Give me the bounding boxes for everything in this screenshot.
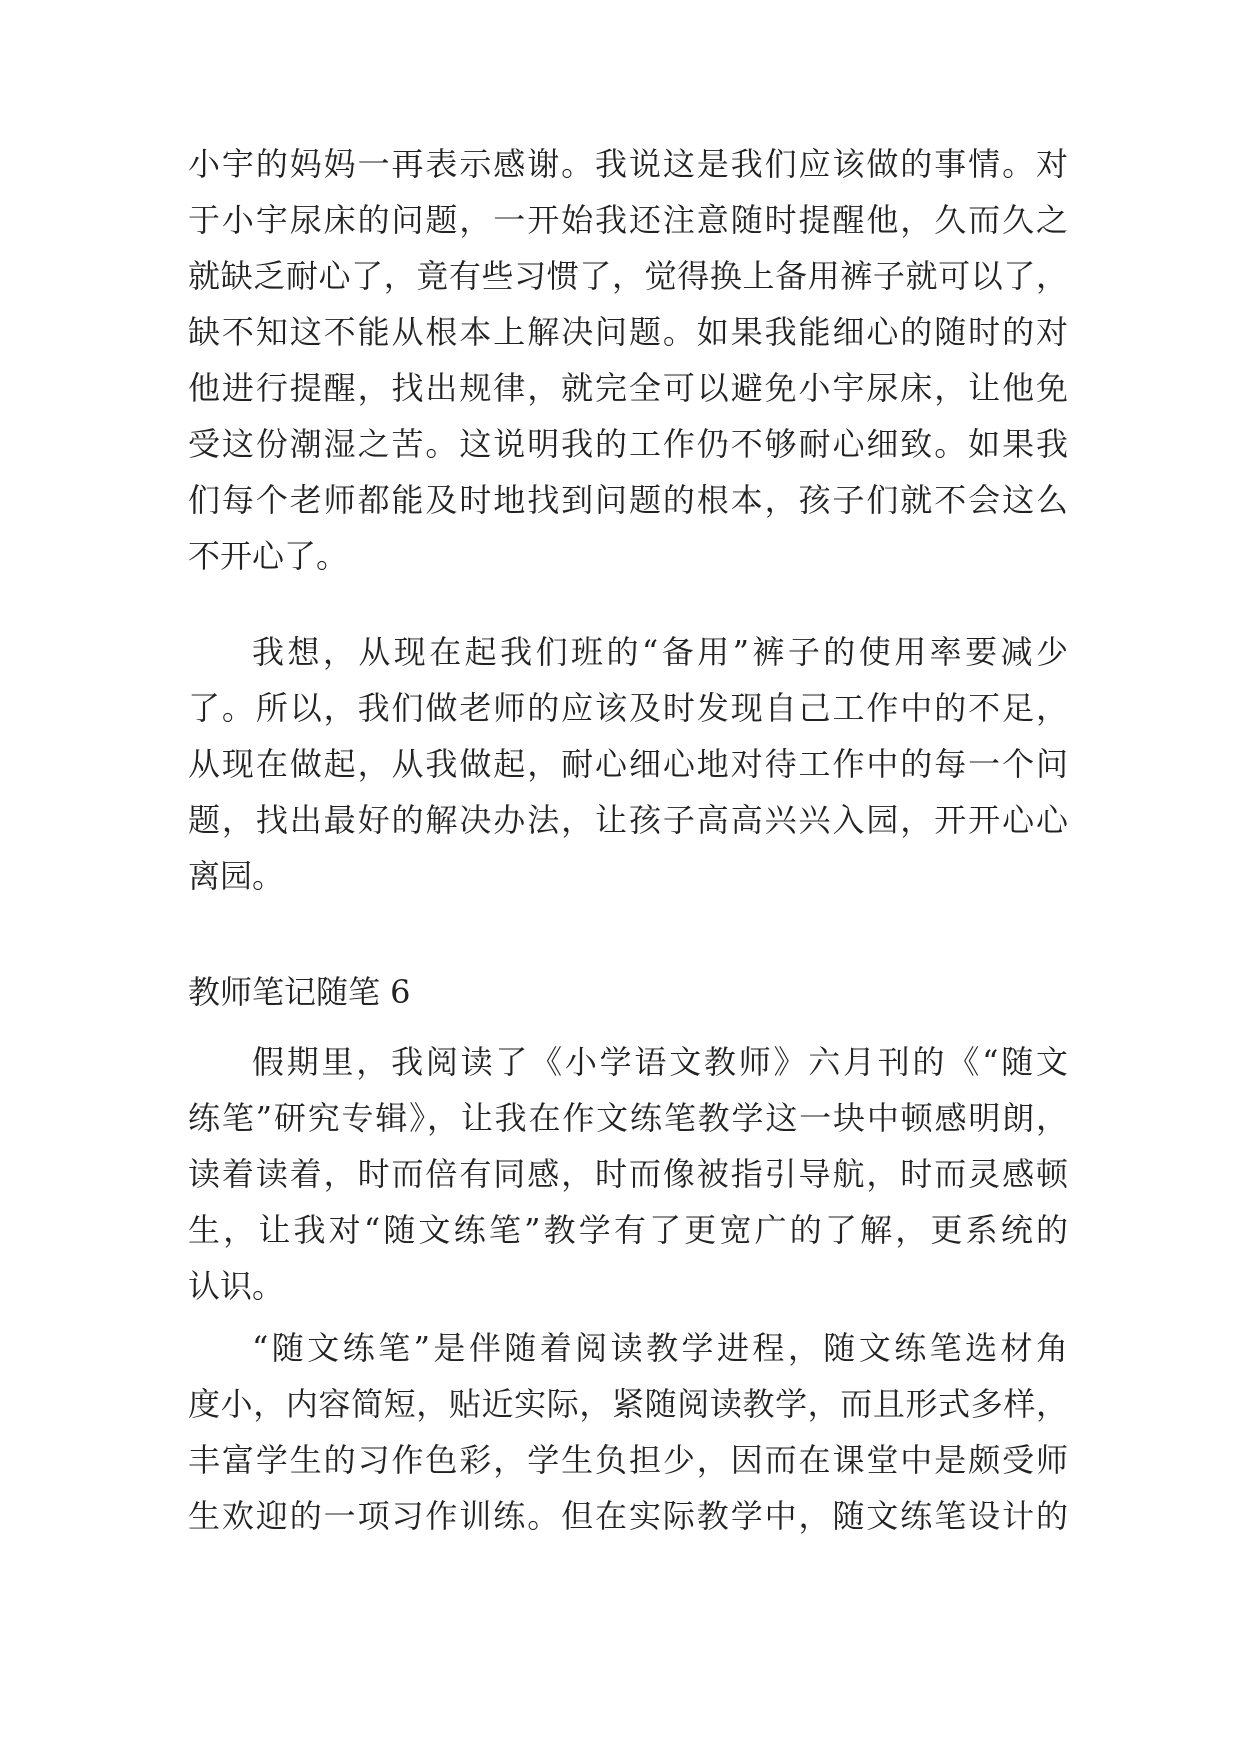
text-line: 假期里，我阅读了《小学语文教师》六月刊的《“随文 (252, 1043, 1068, 1081)
paragraph-4 (188, 1320, 1068, 1544)
paragraph-2 (188, 624, 1068, 904)
text-line: 不开心了。 (188, 537, 349, 575)
text-line: 们每个老师都能及时地找到问题的根本，孩子们就不会这么 (188, 481, 1068, 519)
text-line: 题，找出最好的解决办法，让孩子高高兴兴入园，开开心心 (188, 801, 1068, 839)
text-line: “随文练笔”是伴随着阅读教学进程，随文练笔选材角 (252, 1329, 1068, 1367)
text-line: 缺不知这不能从根本上解决问题。如果我能细心的随时的对 (188, 313, 1068, 351)
text-line: 离园。 (188, 857, 285, 895)
text-line: 丰富学生的习作色彩，学生负担少，因而在课堂中是颇受师 (188, 1441, 1068, 1479)
section-heading: 教师笔记随笔 6 (188, 973, 411, 1011)
text-line: 我想，从现在起我们班的“备用”裤子的使用率要减少 (252, 633, 1068, 671)
text-line: 就缺乏耐心了，竟有些习惯了，觉得换上备用裤子就可以了， (188, 257, 1068, 295)
text-line: 受这份潮湿之苦。这说明我的工作仍不够耐心细致。如果我 (188, 425, 1068, 463)
paragraph-3 (188, 1034, 1068, 1314)
paragraph-1 (188, 136, 1068, 584)
text-line: 于小宇尿床的问题，一开始我还注意随时提醒他，久而久之 (188, 201, 1068, 239)
text-line: 生欢迎的一项习作训练。但在实际教学中，随文练笔设计的 (188, 1497, 1068, 1535)
text-line: 练笔”研究专辑》，让我在作文练笔教学这一块中顿感明朗， (188, 1099, 1068, 1137)
text-line: 了。所以，我们做老师的应该及时发现自己工作中的不足， (188, 689, 1068, 727)
text-line: 他进行提醒，找出规律，就完全可以避免小宇尿床，让他免 (188, 369, 1068, 407)
text-line: 小宇的妈妈一再表示感谢。我说这是我们应该做的事情。对 (188, 145, 1068, 183)
text-line: 度小，内容简短，贴近实际，紧随阅读教学，而且形式多样， (188, 1385, 1068, 1423)
text-line: 认识。 (188, 1267, 285, 1305)
text-line: 从现在做起，从我做起，耐心细心地对待工作中的每一个问 (188, 745, 1068, 783)
text-line: 生，让我对“随文练笔”教学有了更宽广的了解，更系统的 (188, 1211, 1068, 1249)
text-line: 读着读着，时而倍有同感，时而像被指引导航，时而灵感顿 (188, 1155, 1068, 1193)
